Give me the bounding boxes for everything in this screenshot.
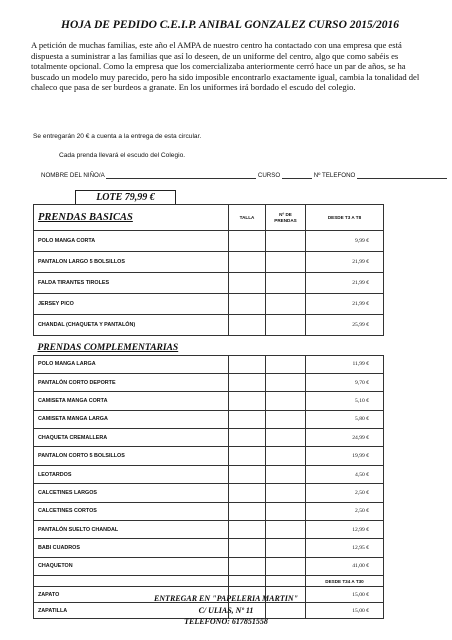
garment-name: CAMISETA MANGA LARGA: [34, 410, 229, 428]
size-cell[interactable]: [229, 447, 266, 465]
garment-row: [34, 447, 384, 465]
size-cell[interactable]: [229, 557, 266, 575]
garment-name: PANTALON CORTO 5 BOLSILLOS: [34, 447, 229, 465]
talla-header: TALLA: [229, 205, 266, 231]
quantity-cell[interactable]: [266, 294, 306, 315]
lote-box: LOTE 79,99 €: [75, 190, 176, 205]
quantity-cell[interactable]: [266, 373, 306, 391]
quantity-cell[interactable]: [266, 231, 306, 252]
size-cell[interactable]: [229, 252, 266, 273]
quantity-cell[interactable]: [266, 410, 306, 428]
garment-price: 24,99 €: [306, 429, 384, 447]
garment-name: BABI CUADROS: [34, 539, 229, 557]
size-cell[interactable]: [229, 521, 266, 539]
garment-row: [34, 410, 384, 428]
complementary-garments-table: [33, 341, 384, 619]
quantity-cell[interactable]: [266, 447, 306, 465]
size-cell[interactable]: [229, 465, 266, 483]
garment-name: CHAQUETON: [34, 557, 229, 575]
quantity-cell[interactable]: [266, 539, 306, 557]
garment-row: [34, 294, 384, 315]
garment-name: CHAQUETA CREMALLERA: [34, 429, 229, 447]
garment-price: 11,99 €: [306, 355, 384, 373]
quantity-cell[interactable]: [266, 315, 306, 336]
phone-label: Nº TELEFONO: [313, 172, 356, 179]
garment-row: [34, 373, 384, 391]
garment-name: CAMISETA MANGA CORTA: [34, 392, 229, 410]
size-range-label: DESDE T34 A T30: [306, 576, 384, 587]
size-cell[interactable]: [229, 410, 266, 428]
garment-price: 15,00 €: [306, 587, 384, 603]
garment-price: 21,99 €: [306, 273, 384, 294]
quantity-cell[interactable]: [266, 502, 306, 520]
garment-row: [34, 273, 384, 294]
size-cell[interactable]: [229, 373, 266, 391]
crest-notice: Cada prenda llevará el escudo del Colegio.: [59, 152, 186, 159]
garment-name: CALCETINES CORTOS: [34, 502, 229, 520]
size-cell[interactable]: [229, 539, 266, 557]
garment-row: [34, 521, 384, 539]
size-cell[interactable]: [229, 231, 266, 252]
garment-price: 9,99 €: [306, 231, 384, 252]
size-cell[interactable]: [229, 392, 266, 410]
quantity-cell[interactable]: [266, 273, 306, 294]
garment-row: [34, 484, 384, 502]
size-cell[interactable]: [229, 294, 266, 315]
garment-row: [34, 355, 384, 373]
quantity-cell[interactable]: [266, 465, 306, 483]
desde-header: DESDE T3 A T8: [306, 205, 384, 231]
garment-row: [34, 315, 384, 336]
garment-name: ZAPATO: [34, 587, 229, 603]
garment-name: PANTALÓN SUELTO CHANDAL: [34, 521, 229, 539]
address-line: C/ ULIAS, Nº 11: [198, 606, 254, 615]
size-cell[interactable]: [229, 502, 266, 520]
size-cell[interactable]: [229, 273, 266, 294]
garment-name: LEOTARDOS: [34, 465, 229, 483]
garment-row: [34, 502, 384, 520]
garment-price: 2,50 €: [306, 484, 384, 502]
garment-name: POLO MANGA LARGA: [34, 355, 229, 373]
size-range-row: [34, 576, 384, 587]
garment-row: [34, 392, 384, 410]
student-info-line: [41, 171, 447, 179]
garment-row: [34, 539, 384, 557]
garment-name: PANTALON LARGO 5 BOLSILLOS: [34, 252, 229, 273]
delivery-line: ENTREGAR EN "PAPELERIA MARTIN": [153, 594, 299, 603]
garment-price: 19,99 €: [306, 447, 384, 465]
basic-section-title: PRENDAS BASICAS: [34, 205, 229, 231]
garment-price: 12,99 €: [306, 521, 384, 539]
quantity-cell[interactable]: [266, 355, 306, 373]
size-cell[interactable]: [229, 484, 266, 502]
intro-paragraph: A petición de muchas familias, este año el AMPA de nuestro centro ha contactado con una empresa que está dispuesta a suministrar a las familias que así lo deseen, de un uniforme del centro, algo que como sabéis es totalmente opcional. Como la empresa que los comercializaba anteriormente cerró hace un par de años, se ha buscado un modelo muy parecido, pero ha sido imposible encontrarlo exactamente igual, cambia la tonalidad del chaleco que pasa de ser burdeos a granate. En los uniformes irá bordado el escudo del colegio.: [31, 40, 420, 93]
garment-name: CALCETINES LARGOS: [34, 484, 229, 502]
garment-row: [34, 252, 384, 273]
name-label: NOMBRE DEL NIÑO/A: [41, 172, 105, 179]
quantity-cell[interactable]: [266, 392, 306, 410]
name-field[interactable]: [106, 171, 256, 179]
quantity-cell[interactable]: [266, 484, 306, 502]
prendas-header: Nº DE PRENDAS: [266, 205, 306, 231]
complementary-header-row: [34, 341, 384, 355]
garment-price: 4,50 €: [306, 465, 384, 483]
garment-name: FALDA TIRANTES TIROLES: [34, 273, 229, 294]
phone-field[interactable]: [357, 171, 447, 179]
course-field[interactable]: [282, 171, 312, 179]
garment-price: 21,99 €: [306, 252, 384, 273]
basic-garments-table: [33, 204, 384, 336]
complementary-section-title: PRENDAS COMPLEMENTARIAS: [37, 342, 179, 353]
size-cell[interactable]: [229, 355, 266, 373]
garment-price: 2,50 €: [306, 502, 384, 520]
quantity-cell[interactable]: [266, 429, 306, 447]
garment-row: [34, 465, 384, 483]
basic-header-row: [34, 205, 384, 231]
garment-row: [34, 429, 384, 447]
size-cell[interactable]: [229, 429, 266, 447]
size-cell[interactable]: [229, 315, 266, 336]
garment-row: [34, 557, 384, 575]
garment-name: JERSEY PICO: [34, 294, 229, 315]
garment-price: 21,99 €: [306, 294, 384, 315]
garment-name: POLO MANGA CORTA: [34, 231, 229, 252]
garment-price: 41,00 €: [306, 557, 384, 575]
quantity-cell[interactable]: [266, 557, 306, 575]
phone-line: TELEFONO: 617851558: [184, 617, 268, 626]
garment-price: 15,00 €: [306, 603, 384, 619]
page-title: HOJA DE PEDIDO C.E.I.P. ANIBAL GONZALEZ CURSO 2015/2016: [61, 19, 399, 31]
garment-price: 25,99 €: [306, 315, 384, 336]
empty-cell: [229, 576, 266, 587]
empty-cell: [34, 576, 229, 587]
garment-price: 5,80 €: [306, 410, 384, 428]
garment-name: ZAPATILLA: [34, 603, 229, 619]
garment-name: CHANDAL (CHAQUETA Y PANTALÓN): [34, 315, 229, 336]
quantity-cell[interactable]: [266, 252, 306, 273]
course-label: CURSO: [257, 172, 281, 179]
garment-price: 9,70 €: [306, 373, 384, 391]
empty-cell: [266, 576, 306, 587]
garment-name: PANTALÓN CORTO DEPORTE: [34, 373, 229, 391]
garment-row: [34, 231, 384, 252]
garment-price: 5,10 €: [306, 392, 384, 410]
quantity-cell[interactable]: [266, 521, 306, 539]
garment-price: 12,95 €: [306, 539, 384, 557]
deposit-notice: Se entregarán 20 € a cuenta a la entrega de esta circular.: [33, 133, 202, 140]
